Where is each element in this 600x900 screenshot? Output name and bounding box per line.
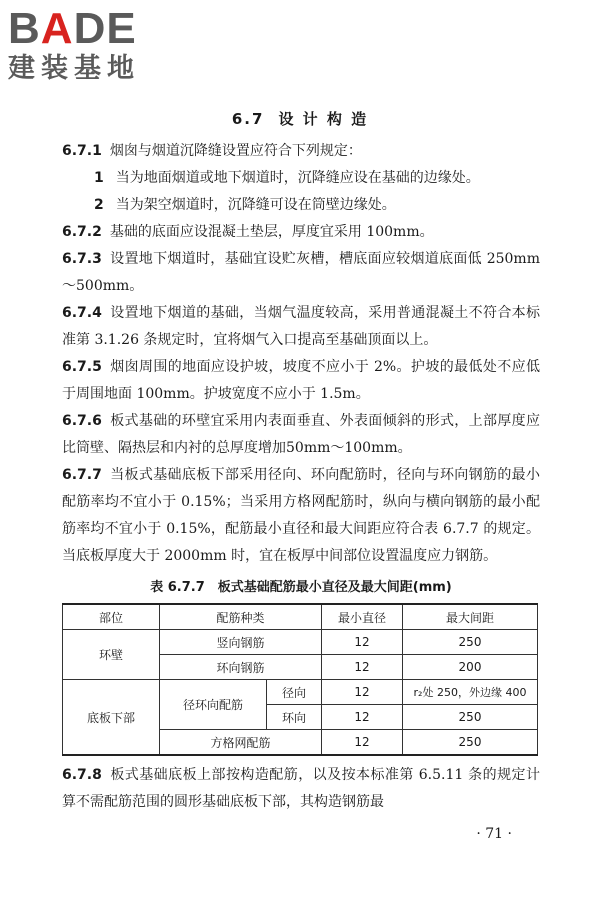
section-number: 6.7 <box>231 110 265 128</box>
clause-6-7-5: 6.7.5 烟囱周围的地面应设护坡，坡度不应小于 2%。护坡的最低处不应低于周围地面 100mm。护坡宽度不应小于 1.5m。 <box>62 359 540 402</box>
cell-type: 径向 <box>267 680 322 705</box>
logo-wordmark: BADE <box>8 4 137 53</box>
cell-max: 250 <box>403 730 538 756</box>
brand-logo <box>8 6 178 84</box>
table-caption: 表 6.7.7 板式基础配筋最小直径及最大间距(mm) <box>150 580 452 595</box>
cell-max: 250 <box>403 630 538 655</box>
clause-6-7-3: 6.7.3 设置地下烟道时，基础宜设贮灰槽，槽底面应较烟道底面低 250mm～500mm。 <box>62 251 540 294</box>
clause-6-7-4: 6.7.4 设置地下烟道的基础，当烟气温度较高，采用普通混凝土不符合本标准第 3.1.26 条规定时，宜将烟气入口提高至基础顶面以上。 <box>62 305 540 348</box>
section-heading: 设 计 构 造 <box>278 110 369 128</box>
header-part: 部位 <box>63 604 160 630</box>
clause-6-7-1-item-2: 2 当为架空烟道时，沉降缝可设在筒壁边缘处。 <box>94 197 396 213</box>
group-radial-ring: 径环向配筋 <box>160 680 267 730</box>
cell-type: 环向钢筋 <box>160 655 322 680</box>
clause-6-7-8: 6.7.8 板式基础底板上部按构造配筋，以及按本标准第 6.5.11 条的规定计算不需配筋范围的圆形基础底板下部，其构造钢筋最 <box>62 767 540 810</box>
section-title <box>0 108 600 129</box>
page-number: · 71 · <box>476 826 512 842</box>
table-row <box>63 680 538 705</box>
table-header-row <box>63 604 538 630</box>
cell-min: 12 <box>322 730 403 756</box>
clause-6-7-6: 6.7.6 板式基础的环壁宜采用内表面垂直、外表面倾斜的形式，上部厚度应比筒壁、隔热层和内衬的总厚度增加50mm～100mm。 <box>62 413 540 456</box>
document-body <box>62 138 540 816</box>
cell-type: 竖向钢筋 <box>160 630 322 655</box>
cell-min: 12 <box>322 680 403 705</box>
clause-6-7-1-item-1: 1 当为地面烟道或地下烟道时，沉降缝应设在基础的边缘处。 <box>94 170 480 186</box>
clause-6-7-7: 6.7.7 当板式基础底板下部采用径向、环向配筋时，径向与环向钢筋的最小配筋率均不宜小于 0.15%；当采用方格网配筋时，纵向与横向钢筋的最小配筋率均不宜小于 0.15%，配筋最小直径和最大间距应符合表 6.7.7 的规定。当底板厚度大于 2000mm 时，宜在板厚中间部位设置温度应力钢筋。 <box>62 467 540 564</box>
clause-6-7-1: 6.7.1 烟囱与烟道沉降缝设置应符合下列规定： <box>62 143 362 159</box>
rebar-spec-table <box>62 603 538 756</box>
cell-min: 12 <box>322 630 403 655</box>
header-min-diameter: 最小直径 <box>322 604 403 630</box>
cell-max: 200 <box>403 655 538 680</box>
cell-type: 方格网配筋 <box>160 730 322 756</box>
header-type: 配筋种类 <box>160 604 322 630</box>
logo-subtitle: 建装基地 <box>8 53 140 84</box>
cell-max: r₂处 250，外边缘 400 <box>403 680 538 705</box>
group-ring-wall: 环壁 <box>63 630 160 680</box>
cell-min: 12 <box>322 655 403 680</box>
group-bottom-slab: 底板下部 <box>63 680 160 756</box>
header-max-spacing: 最大间距 <box>403 604 538 630</box>
cell-max: 250 <box>403 705 538 730</box>
table-row <box>63 630 538 655</box>
cell-min: 12 <box>322 705 403 730</box>
clause-6-7-2: 6.7.2 基础的底面应设混凝土垫层，厚度宜采用 100mm。 <box>62 224 434 240</box>
cell-type: 环向 <box>267 705 322 730</box>
